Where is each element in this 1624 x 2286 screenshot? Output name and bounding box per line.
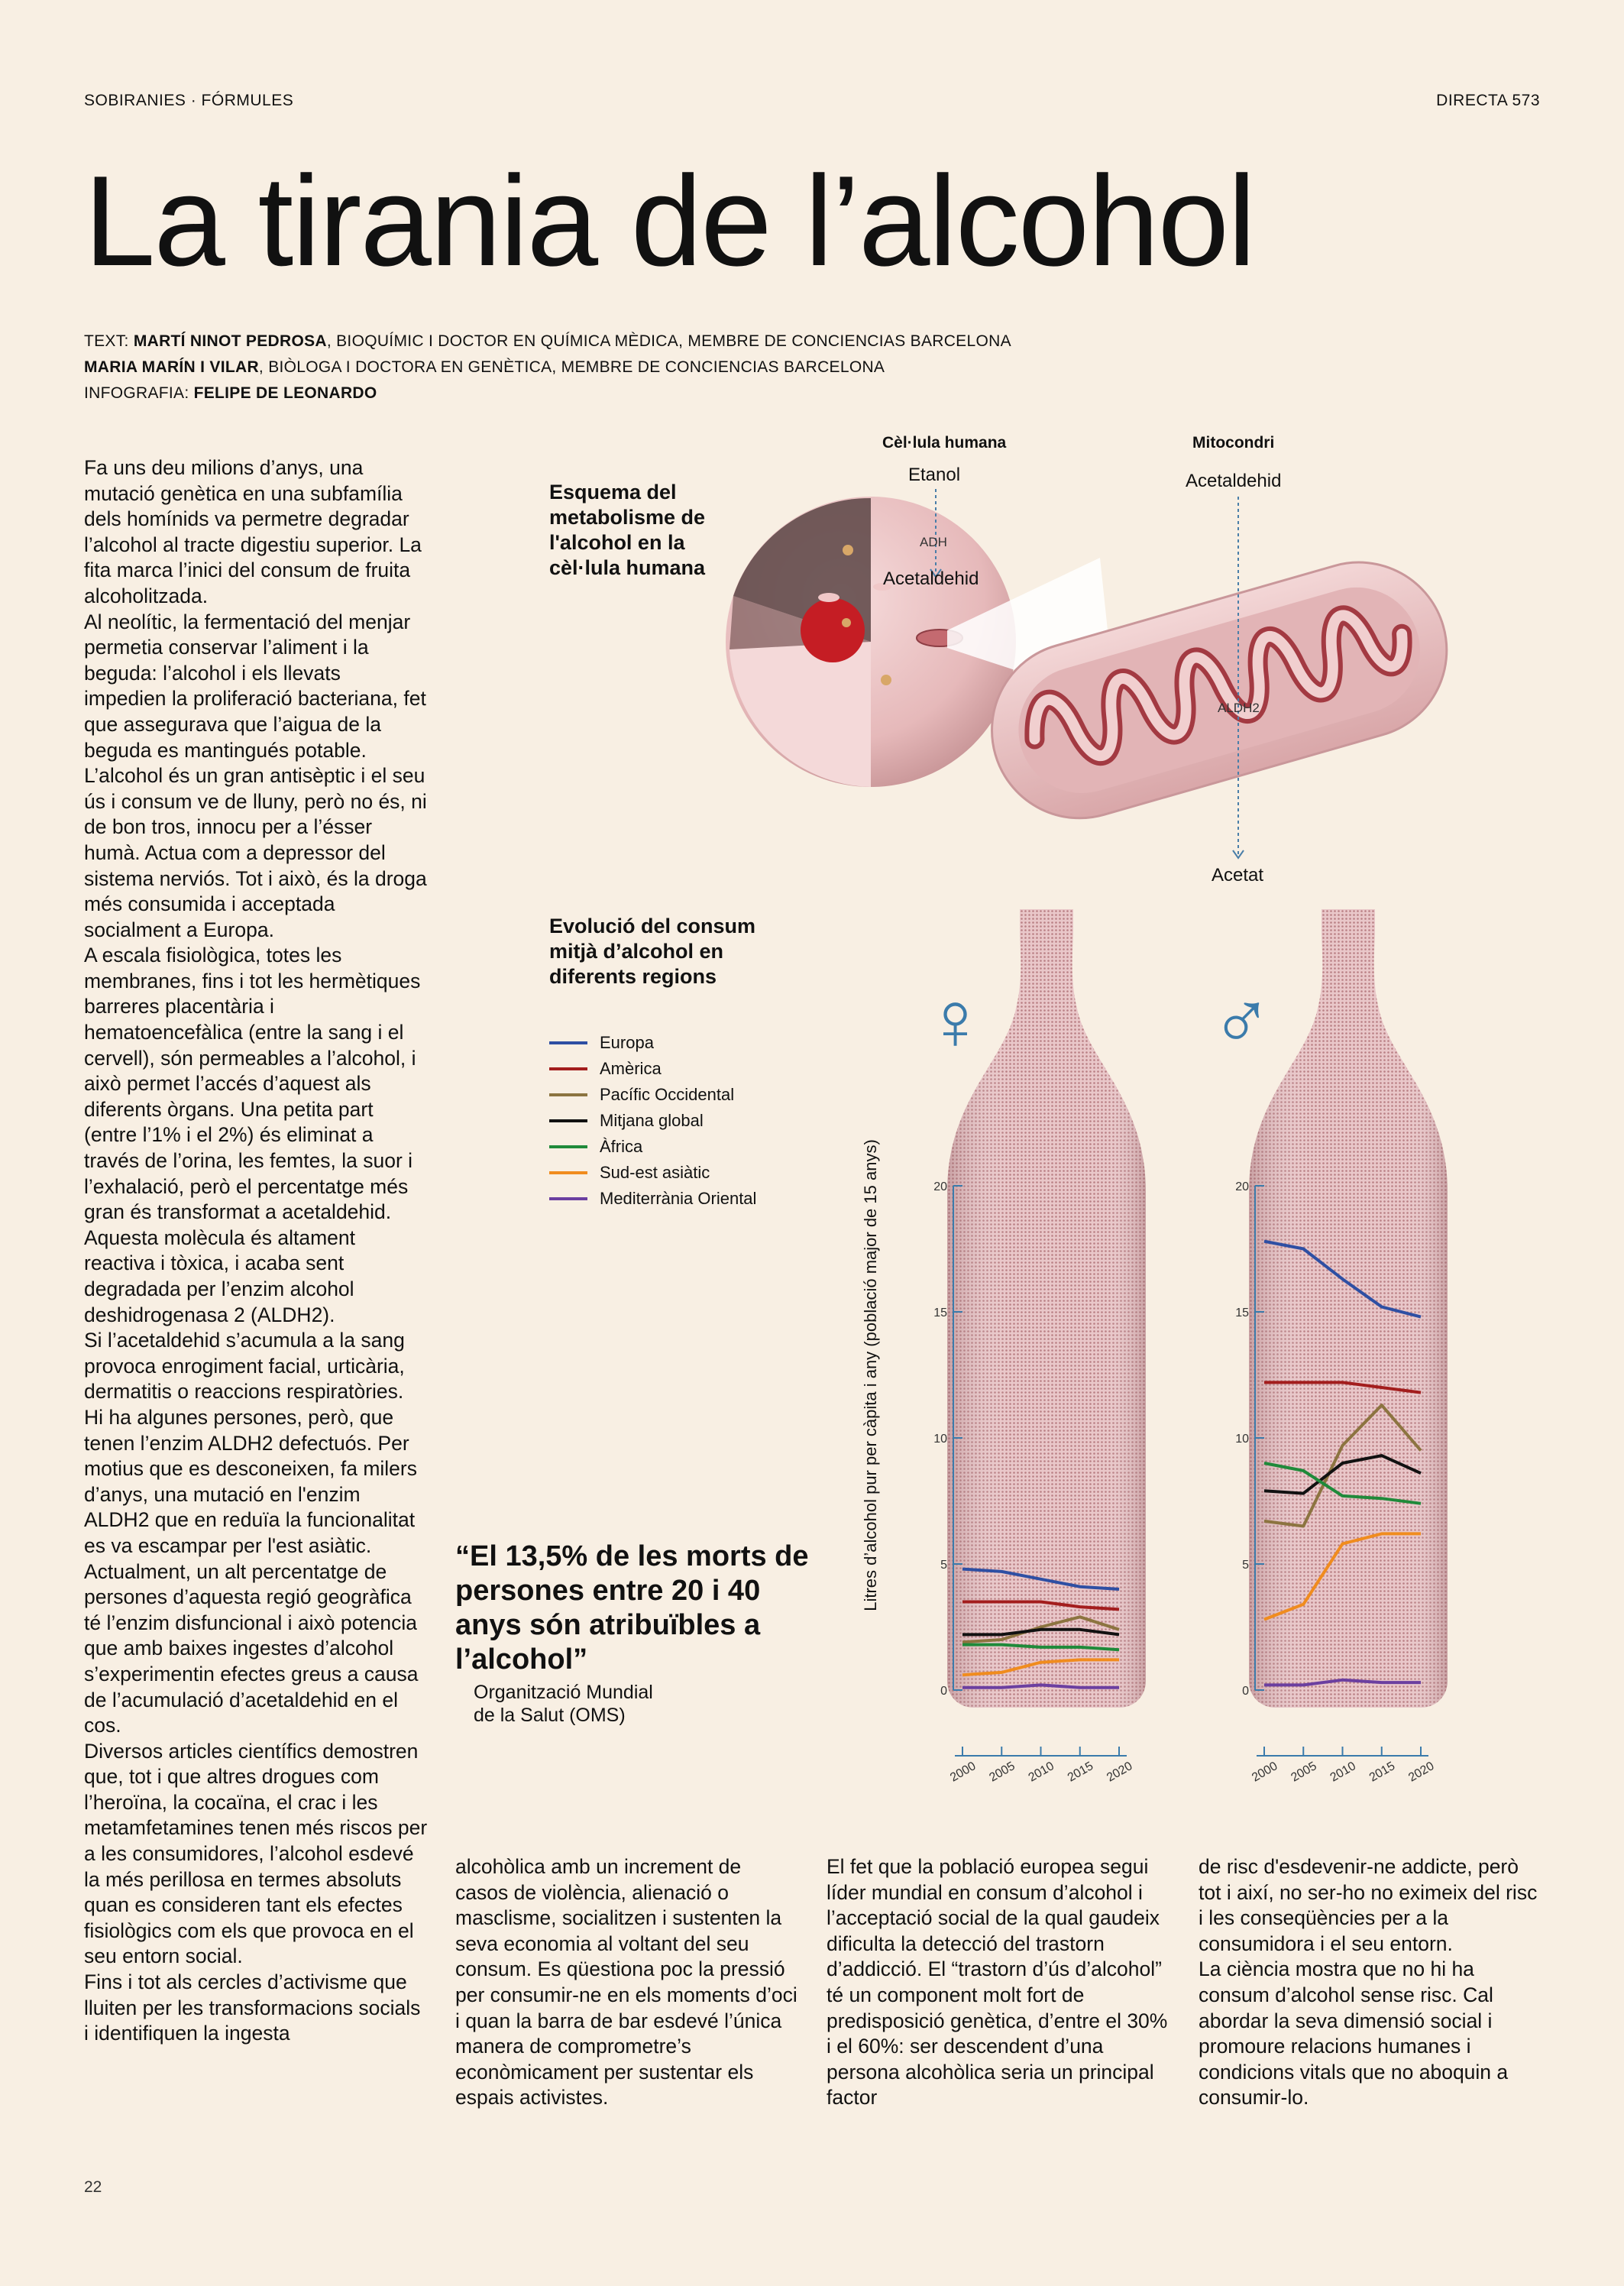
nucleus: [801, 598, 865, 662]
legend-swatch: [549, 1197, 587, 1200]
metabolism-title: Esquema del metabolisme de l'alcohol en la cèl·lula humana: [549, 481, 706, 579]
male-icon: ♂: [1211, 974, 1273, 1067]
acetaldehid-cell-label: Acetaldehid: [883, 568, 979, 589]
x-tick-label: 2000: [1250, 1760, 1280, 1785]
mito-header: Mitocondri: [1192, 434, 1275, 452]
y-tick-label: 20: [933, 1180, 947, 1193]
y-tick-label: 15: [933, 1307, 947, 1319]
etanol-label: Etanol: [908, 465, 961, 485]
article-column-1: [84, 455, 428, 2047]
quote-source: Organització Mundial de la Salut (OMS): [474, 1682, 653, 1726]
pull-quote: “El 13,5% de les morts de persones entre 20 i 40 anys són atribuïbles a l’alcohol”: [455, 1540, 809, 1676]
legend-item-southeast-asia: Sud-est asiàtic: [549, 1160, 756, 1186]
y-tick-label: 5: [1242, 1559, 1249, 1572]
credits-line-1: TEXT: MARTÍ NINOT PEDROSA, BIOQUÍMIC I DOCTOR EN QUÍMICA MÈDICA, MEMBRE DE CONCIENCIAS BARCELONA: [84, 332, 1011, 350]
acetat-label: Acetat: [1212, 865, 1264, 886]
male-bottle: [1249, 909, 1448, 1708]
page-title: La tirania de l’alcohol: [84, 149, 1255, 293]
x-tick-label: 2020: [1406, 1760, 1437, 1785]
cell-interior: [730, 642, 871, 787]
legend-item-america: Amèrica: [549, 1056, 756, 1082]
x-tick-label: 2005: [987, 1760, 1017, 1785]
paragraph: A escala fisiològica, totes les membranes, fins i tot les hermètiques barreres placentària i hematoencefàlica (entre la sang i el cervell), són permeables a l’alcohol, i això permet l’accés d’aquest als diferents òrgans. Una petita part (entre l’1% i el 2%) és eliminat a través de l’orina, les femtes, la suor i l’exhalació, però el percentatge més gran és transformat a acetaldehid. Aquesta molècula és altament reactiva i tòxica, i acaba sent degradada per l’enzim alcohol deshidrogenasa 2 (ALDH2).: [84, 944, 421, 1326]
legend-swatch: [549, 1093, 587, 1096]
y-tick-label: 15: [1235, 1307, 1249, 1319]
paragraph: Al neolític, la fermentació del menjar permetia conservar l’aliment i la beguda: l’alcohol i els llevats impedien la proliferació bacteriana, fet que assegurava que l’aigua de la beguda es mantingués potable.: [84, 610, 426, 762]
paragraph: Si l’acetaldehid s’acumula a la sang provoca enrogiment facial, urticària, dermatitis o reaccions respiratòries.: [84, 1329, 405, 1404]
paragraph: Hi ha algunes persones, però, que tenen l’enzim ALDH2 defectuós. Per motius que es desconeixen, fa milers d’anys, una mutació en l'enzim ALDH2 que en reduïa la funcionalitat es va escampar per l'est asiàtic. Actualment, un alt percentatge de persones d’aquesta regió geogràfica té l’enzim disfuncional i això potencia que amb baixes ingestes d’alcohol s’experimentin efectes greus a causa de l’acumulació d’acetaldehid en el cos.: [84, 1405, 419, 1737]
acetaldehid-mito-label: Acetaldehid: [1186, 471, 1282, 491]
y-axis-label: Litres d’alcohol pur per càpita i any (població major de 15 anys): [861, 1139, 880, 1611]
evolution-title: Evolució del consum mitjà d’alcohol en diferents regions: [549, 915, 756, 988]
legend-item-pacific: Pacífic Occidental: [549, 1082, 756, 1108]
legend-item-europa: Europa: [549, 1030, 756, 1056]
section-label: SOBIRANIES · FÓRMULES: [84, 92, 294, 109]
credits-line-2: MARIA MARÍN I VILAR, BIÒLOGA I DOCTORA EN GENÈTICA, MEMBRE DE CONCIENCIAS BARCELONA: [84, 358, 885, 376]
legend-swatch: [549, 1171, 587, 1174]
legend-item-global: Mitjana global: [549, 1108, 756, 1134]
y-tick-label: 10: [1235, 1433, 1249, 1446]
article-column-4: [1199, 1854, 1542, 2111]
y-tick-label: 10: [933, 1433, 947, 1446]
legend-swatch: [549, 1145, 587, 1148]
x-tick-label: 2020: [1105, 1760, 1135, 1785]
consumption-charts: [878, 894, 1459, 1788]
legend-swatch: [549, 1041, 587, 1044]
adh-label: ADH: [920, 535, 947, 549]
x-tick-label: 2005: [1289, 1760, 1319, 1785]
page-number: 22: [84, 2178, 102, 2196]
x-tick-label: 2010: [1026, 1760, 1056, 1785]
paragraph: de risc d'esdevenir-ne addicte, però tot i així, no ser-ho no eximeix del risc i les conseqüències per a la consumidora i el seu entorn.: [1199, 1855, 1538, 1955]
legend-item-east-mediterranean: Mediterrània Oriental: [549, 1186, 756, 1212]
female-icon: ♀: [924, 974, 986, 1067]
y-tick-label: 5: [940, 1559, 947, 1572]
x-tick-label: 2000: [948, 1760, 979, 1785]
paragraph: Fins i tot als cercles d’activisme que lluiten per les transformacions socials i identifiquen la ingesta: [84, 1970, 421, 2045]
legend-swatch: [549, 1119, 587, 1122]
paragraph: La ciència mostra que no hi ha consum d’alcohol sense risc. Cal abordar la seva dimensió social i promoure relacions humanes i condicions vitals que no aboquin a consumir-lo.: [1199, 1957, 1509, 2110]
paragraph: alcohòlica amb un increment de casos de violència, alienació o masclisme, socialitzen i sustenten la seva economia al voltant del seu consum. Es qüestiona poc la pressió per consumir-ne en els moments d’oci i quan la barra de bar esdevé l’única manera de comprometre’s econòmicament per sustentar els espais activistes.: [455, 1855, 797, 2110]
article-column-2: [455, 1854, 799, 2111]
y-tick-label: 20: [1235, 1180, 1249, 1193]
y-tick-label: 0: [1242, 1685, 1249, 1698]
paragraph: Diversos articles científics demostren que, tot i que altres drogues com l’heroïna, la cocaïna, el crac i les metamfetamines tenen més riscos per a les consumidores, l’alcohol esdevé la més perillosa en termes absoluts quan es consideren tant els efectes fisiològics com els que provoca en el seu entorn social.: [84, 1739, 428, 1968]
credits-line-3: INFOGRAFIA: FELIPE DE LEONARDO: [84, 384, 377, 402]
issue-label: DIRECTA 573: [1436, 92, 1540, 109]
paragraph: L’alcohol és un gran antisèptic i el seu ús i consum ve de lluny, però no és, ni de bon tros, innocu per a l’ésser humà. Actua com a depressor del sistema nerviós. Tot i això, és la droga més consumida i acceptada socialment a Europa.: [84, 764, 427, 941]
y-tick-label: 0: [940, 1685, 947, 1698]
paragraph: El fet que la població europea segui líder mundial en consum d’alcohol i l’acceptació social de la qual gaudeix dificulta la detecció del trastorn d’addicció. El “trastorn d’ús d’alcohol” té un component molt fort de predisposició genètica, d’entre el 30% i el 60%: ser descendent d’una persona alcohòlica seria un principal factor: [827, 1855, 1168, 2110]
chart-legend: [549, 1030, 756, 1212]
aldh2-label: ALDH2: [1218, 701, 1260, 715]
bottle-shading: [1249, 909, 1448, 1708]
cell-header: Cèl·lula humana: [882, 434, 1007, 452]
paragraph: Fa uns deu milions d’anys, una mutació genètica en una subfamília dels homínids va permetre degradar l’alcohol al tracte digestiu superior. La fita marca l’inici del consum de fruita alcoholitzada.: [84, 456, 422, 607]
x-tick-label: 2015: [1065, 1760, 1096, 1785]
x-tick-label: 2015: [1367, 1760, 1398, 1785]
x-tick-label: 2010: [1328, 1760, 1358, 1785]
metabolism-diagram: [718, 458, 1566, 886]
legend-swatch: [549, 1067, 587, 1070]
article-column-3: [827, 1854, 1170, 2111]
legend-item-africa: Àfrica: [549, 1134, 756, 1160]
